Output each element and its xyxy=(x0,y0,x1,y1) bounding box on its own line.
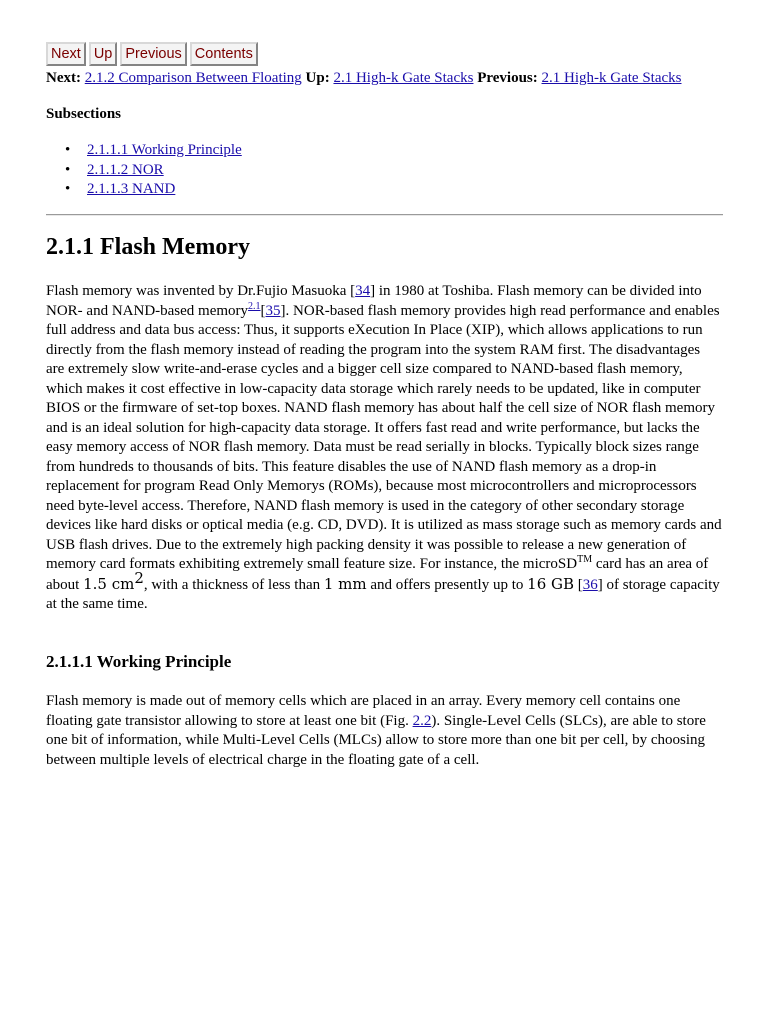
up-link[interactable]: 2.1 High-k Gate Stacks xyxy=(333,70,474,86)
up-label: Up: xyxy=(305,70,330,86)
text-run: card has an area of about xyxy=(46,556,709,593)
text-run: [ xyxy=(260,302,266,319)
text-run: Flash memory was invented by Dr.Fujio Masuoka [ xyxy=(46,283,356,299)
text-run: and offers presently up to xyxy=(366,576,528,593)
up-button[interactable]: Up xyxy=(89,42,118,66)
list-item xyxy=(46,141,242,161)
citation-link-34[interactable]: 34 xyxy=(355,283,371,299)
text-run: ] of storage capacity at the same time. xyxy=(46,576,720,612)
text-run: ] in 1980 at Toshiba. Flash memory can be divided into NOR- and NAND-based memory xyxy=(46,283,702,319)
previous-label: Previous: xyxy=(477,70,538,86)
thickness-value: 1 mm xyxy=(323,574,367,593)
citation-link-36[interactable]: 36 xyxy=(582,576,598,593)
next-button[interactable]: Next xyxy=(46,42,86,66)
subsection-link-nor[interactable]: 2.1.1.2 NOR xyxy=(87,161,164,178)
text-run: , with a thickness of less than xyxy=(143,576,324,593)
area-exponent: 2 xyxy=(134,568,144,587)
subsections-title: Subsections xyxy=(46,106,122,122)
text-run: [ xyxy=(574,576,583,593)
footnote-link[interactable]: 2.1 xyxy=(248,300,261,312)
list-item xyxy=(46,180,242,200)
navigation-buttons xyxy=(46,42,258,66)
section-paragraph xyxy=(46,282,722,615)
navigation-line xyxy=(46,70,682,87)
list-item xyxy=(46,161,242,181)
trademark-superscript: TM xyxy=(577,554,593,565)
text-run: Flash memory is made out of memory cells which are placed in an array. Every memory cell contains one floating gate transistor allowing to store at least one bit (Fig. xyxy=(46,693,681,729)
text-run: ). Single-Level Cells (SLCs), are able to store one bit of information, while Multi-Level Cells (MLCs) allow to store more than one bit per cell, by choosing between multiple levels of electrical charge in the floating gate of a cell. xyxy=(46,712,706,768)
capacity-value: 16 GB xyxy=(527,574,575,593)
subsection-title: 2.1.1.1 Working Principle xyxy=(46,652,232,671)
section-title: 2.1.1 Flash Memory xyxy=(46,234,250,260)
subsection-paragraph xyxy=(46,692,722,770)
contents-button[interactable]: Contents xyxy=(190,42,258,66)
citation-link-35[interactable]: 35 xyxy=(265,302,281,319)
subsection-link-nand[interactable]: 2.1.1.3 NAND xyxy=(87,181,176,197)
area-value: 1.5 cm xyxy=(83,574,135,593)
previous-link[interactable]: 2.1 High-k Gate Stacks xyxy=(541,70,682,86)
next-link[interactable]: 2.1.2 Comparison Between Floating xyxy=(84,70,302,86)
subsections-list xyxy=(46,141,242,200)
next-label: Next: xyxy=(46,70,81,86)
subsection-link-working-principle[interactable]: 2.1.1.1 Working Principle xyxy=(87,142,242,158)
previous-button[interactable]: Previous xyxy=(120,42,186,66)
horizontal-divider xyxy=(46,214,723,216)
figure-link[interactable]: 2.2 xyxy=(412,712,432,729)
text-run: ]. NOR-based flash memory provides high read performance and enables full address and data bus access: Thus, it supports eXecution In Place (XIP), which allows applications to run directly from the flash memory instead of reading the program into the system RAM first. The disadvantages are extremely slow write-and-erase cycles and a bigger cell size compared to NAND-based flash memory, which makes it cost effective in low-capacity data storage which rarely needs to be updated, like in computer BIOS or the firmware of set-top boxes. NAND flash memory has about half the cell size of NOR flash memory and is an ideal solution for high-capacity data storage. It offers fast read and write performance, but lacks the easy memory access of NOR flash memory. Data must be read serially in blocks. Typically block sizes range from hundreds to thousands of bits. This feature disables the use of NAND flash memory as a drop-in replacement for program Read Only Memorys (ROMs), because most microcontrollers and microprocessors need byte-level access. Therefore, NAND flash memory is used in the category of other secondary storage devices like hard disks or optical media (e.g. CD, DVD). It is utilized as mass storage such as memory cards and USB flash drives. Due to the extremely high packing density it was possible to release a new generation of memory card formats exhibiting extremely small feature size. For instance, the microSD xyxy=(46,302,722,572)
